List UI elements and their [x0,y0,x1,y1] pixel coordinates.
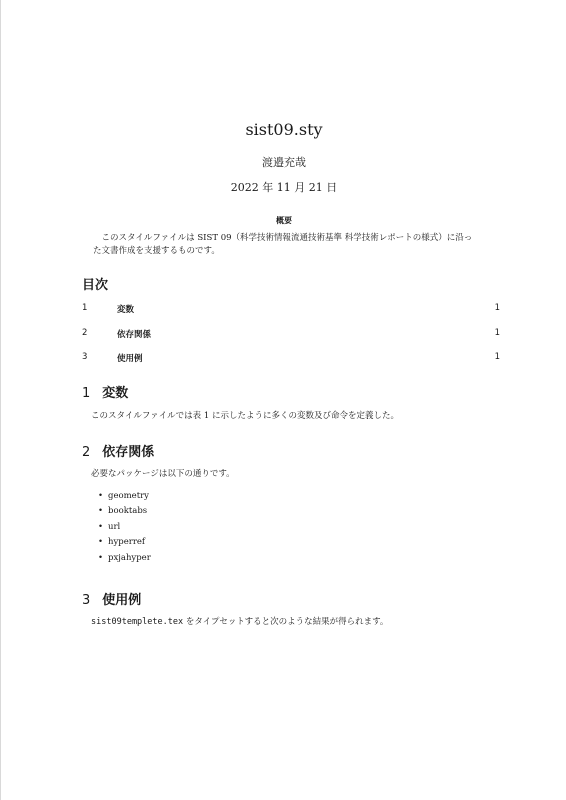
toc-entry-number: 1 [82,303,88,313]
list-item: • url [98,520,151,535]
section-paragraph [91,615,388,627]
toc-entry[interactable] [82,303,500,317]
code-filename: sist09templete.tex [91,617,184,627]
toc-entry-title: 依存関係 [117,330,152,340]
list-item: • hyperref [98,535,151,550]
document-date: 2022 年 11 月 21 日 [230,181,338,194]
list-item: • booktabs [98,504,151,519]
toc-entry-number: 3 [82,352,88,362]
section-heading-usage [82,589,141,608]
section-heading-variables [82,382,128,401]
section-title: 使用例 [102,593,142,608]
toc-entry-page: 1 [494,328,500,338]
list-item: • pxjahyper [98,551,151,566]
section-number: 1 [82,386,91,401]
toc-entry[interactable] [82,352,500,366]
list-item: • geometry [98,489,151,504]
abstract-heading: 概要 [276,216,292,225]
section-number: 2 [82,445,91,460]
section-title: 変数 [102,386,129,401]
section-title: 依存関係 [102,445,155,460]
toc-entry-title: 変数 [117,305,135,315]
toc-heading: 目次 [82,278,109,293]
toc-entry-page: 1 [494,303,500,313]
abstract-text: このスタイルファイルは SIST 09（科学技術情報流通技術基準 科学技術レポートの様式）に沿った文書作成を支援するものです。 [93,233,473,256]
section-paragraph: このスタイルファイルでは表 1 に示したように多くの変数及び命令を定義した。 [91,411,399,421]
document-author: 渡邉充哉 [262,156,306,169]
section-heading-dependencies [82,441,154,460]
toc-entry-title: 使用例 [117,354,143,364]
toc-entry-page: 1 [494,352,500,362]
section-paragraph: 必要なパッケージは以下の通りです。 [91,469,235,479]
section-number: 3 [82,593,91,608]
document-title: sist09.sty [245,120,323,139]
package-list [98,489,151,566]
toc-entry-number: 2 [82,328,88,338]
paragraph-text: をタイプセットすると次のような結果が得られます。 [183,617,389,627]
toc-entry[interactable] [82,328,500,342]
